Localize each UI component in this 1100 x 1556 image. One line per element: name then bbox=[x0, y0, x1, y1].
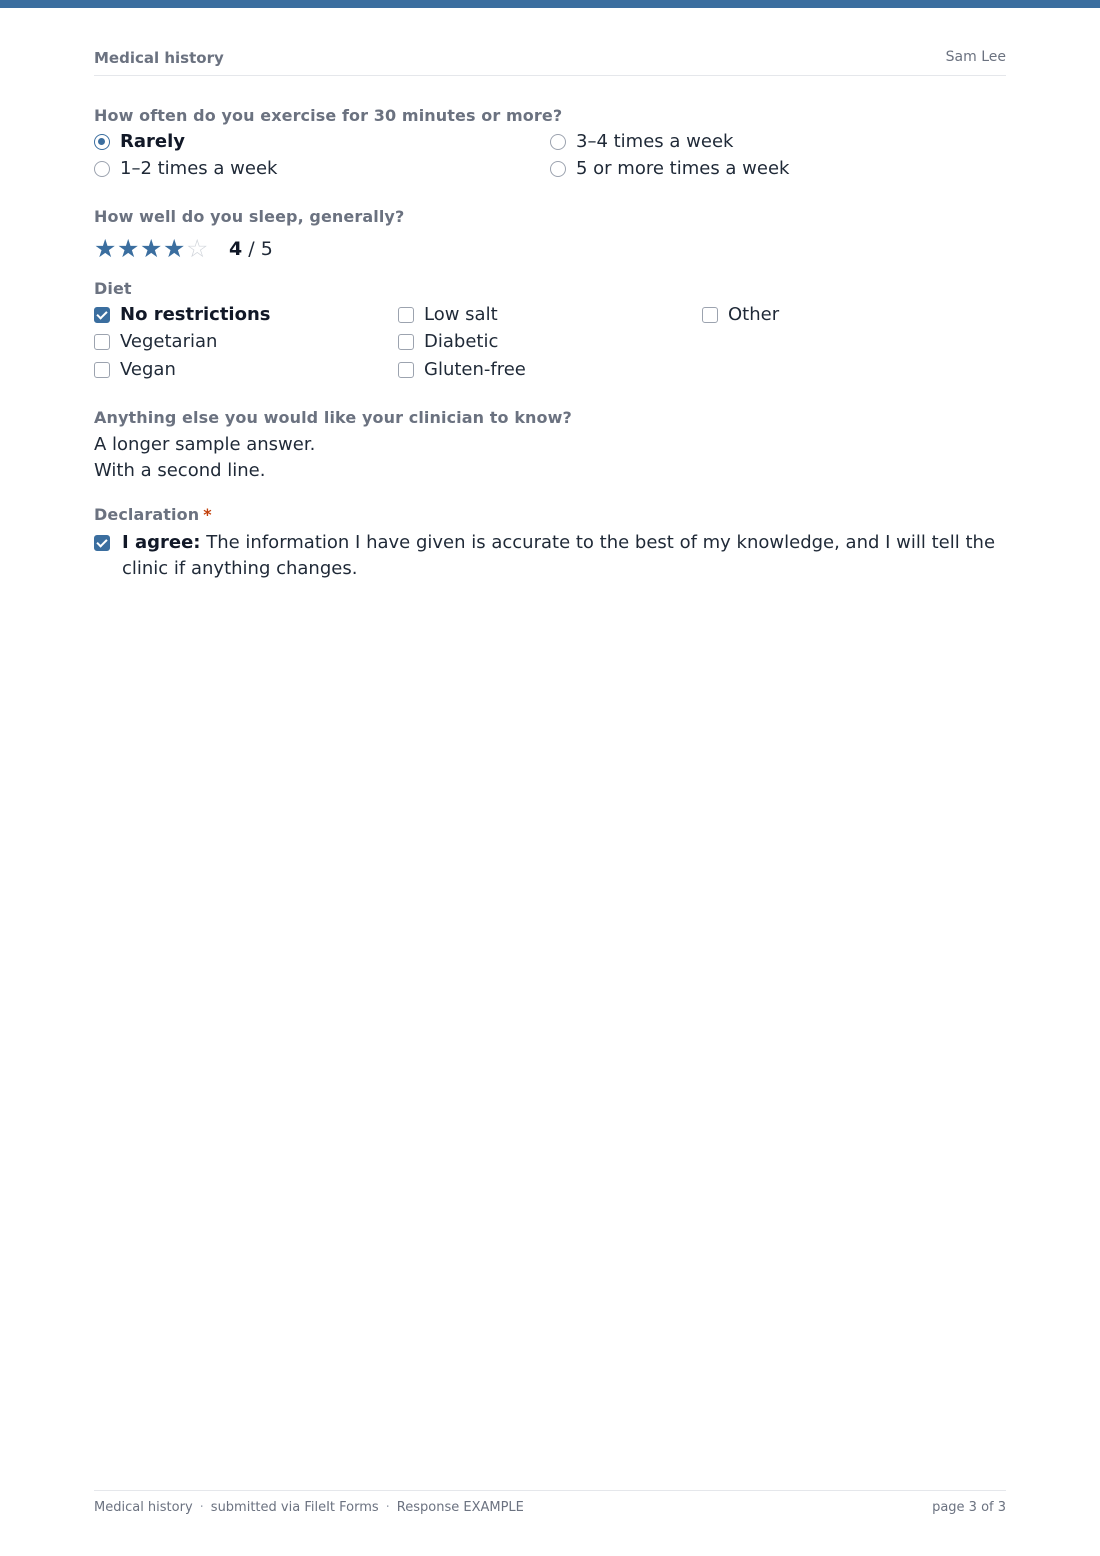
exercise-option-1-2[interactable] bbox=[94, 159, 277, 179]
separator-dot: · bbox=[199, 1500, 204, 1515]
checkbox-icon[interactable] bbox=[398, 362, 414, 378]
footer-response-id: Response EXAMPLE bbox=[396, 1500, 524, 1515]
separator-dot: · bbox=[385, 1500, 390, 1515]
declaration-text: The information I have given is accurate to the best of my knowledge, and I will tell the clinic if anything changes. bbox=[122, 532, 996, 579]
checkbox-icon[interactable] bbox=[398, 307, 414, 323]
notes-answer: A longer sample answer. With a second line. bbox=[94, 434, 316, 481]
exercise-option-5-plus[interactable] bbox=[550, 159, 789, 179]
radio-selected-icon[interactable] bbox=[94, 134, 110, 150]
checkbox-icon[interactable] bbox=[94, 334, 110, 350]
option-label: Rarely bbox=[120, 131, 185, 152]
star-empty-icon[interactable]: ☆ bbox=[186, 234, 209, 263]
exercise-option-rarely[interactable] bbox=[94, 132, 185, 152]
star-filled-icon[interactable]: ★ bbox=[140, 234, 163, 263]
diet-option-diabetic[interactable] bbox=[398, 332, 498, 352]
diet-option-no-restrictions[interactable] bbox=[94, 305, 271, 325]
rating-max: / 5 bbox=[248, 238, 273, 260]
option-label: Vegan bbox=[120, 359, 176, 380]
page-footer bbox=[94, 1490, 1006, 1520]
page-header bbox=[94, 48, 1006, 76]
declaration-title: Declaration bbox=[94, 505, 200, 524]
radio-icon[interactable] bbox=[550, 134, 566, 150]
option-label: No restrictions bbox=[120, 304, 271, 325]
top-accent-band bbox=[0, 0, 1100, 8]
checkbox-icon[interactable] bbox=[94, 362, 110, 378]
checkbox-icon[interactable] bbox=[702, 307, 718, 323]
option-label: 3–4 times a week bbox=[576, 131, 734, 152]
diet-option-other[interactable] bbox=[702, 305, 779, 325]
diet-option-vegetarian[interactable] bbox=[94, 332, 217, 352]
option-label: Gluten-free bbox=[424, 359, 526, 380]
checkbox-icon[interactable] bbox=[398, 334, 414, 350]
diet-option-low-salt[interactable] bbox=[398, 305, 498, 325]
form-title: Medical history bbox=[94, 49, 224, 67]
rating-value: 4 bbox=[229, 238, 243, 260]
diet-option-gluten-free[interactable] bbox=[398, 360, 526, 380]
star-filled-icon[interactable]: ★ bbox=[117, 234, 140, 263]
declaration-label bbox=[94, 505, 212, 524]
footer-submitted-via: submitted via FileIt Forms bbox=[210, 1500, 379, 1515]
declaration-checkbox-row[interactable] bbox=[94, 530, 1006, 582]
footer-form-name: Medical history bbox=[94, 1500, 193, 1515]
sleep-question: How well do you sleep, generally? bbox=[94, 207, 405, 226]
rating-readout bbox=[229, 238, 273, 260]
checkbox-checked-icon[interactable] bbox=[94, 535, 110, 551]
option-label: 1–2 times a week bbox=[120, 158, 278, 179]
agree-label: I agree: bbox=[122, 532, 201, 553]
required-marker: * bbox=[203, 505, 212, 524]
star-filled-icon[interactable]: ★ bbox=[94, 234, 117, 263]
diet-option-vegan[interactable] bbox=[94, 360, 176, 380]
radio-icon[interactable] bbox=[94, 161, 110, 177]
page-number: page 3 of 3 bbox=[932, 1500, 1006, 1515]
notes-question: Anything else you would like your clinician to know? bbox=[94, 408, 572, 427]
checkbox-checked-icon[interactable] bbox=[94, 307, 110, 323]
diet-question: Diet bbox=[94, 279, 132, 298]
footer-info bbox=[94, 1500, 524, 1515]
option-label: Low salt bbox=[424, 304, 498, 325]
radio-icon[interactable] bbox=[550, 161, 566, 177]
option-label: Other bbox=[728, 304, 780, 325]
option-label: Diabetic bbox=[424, 331, 499, 352]
star-filled-icon[interactable]: ★ bbox=[163, 234, 186, 263]
respondent-name: Sam Lee bbox=[945, 49, 1006, 65]
sleep-rating[interactable] bbox=[94, 236, 273, 262]
exercise-option-3-4[interactable] bbox=[550, 132, 733, 152]
option-label: Vegetarian bbox=[120, 331, 218, 352]
declaration-statement bbox=[122, 530, 1006, 582]
exercise-question: How often do you exercise for 30 minutes or more? bbox=[94, 106, 563, 125]
option-label: 5 or more times a week bbox=[576, 158, 790, 179]
